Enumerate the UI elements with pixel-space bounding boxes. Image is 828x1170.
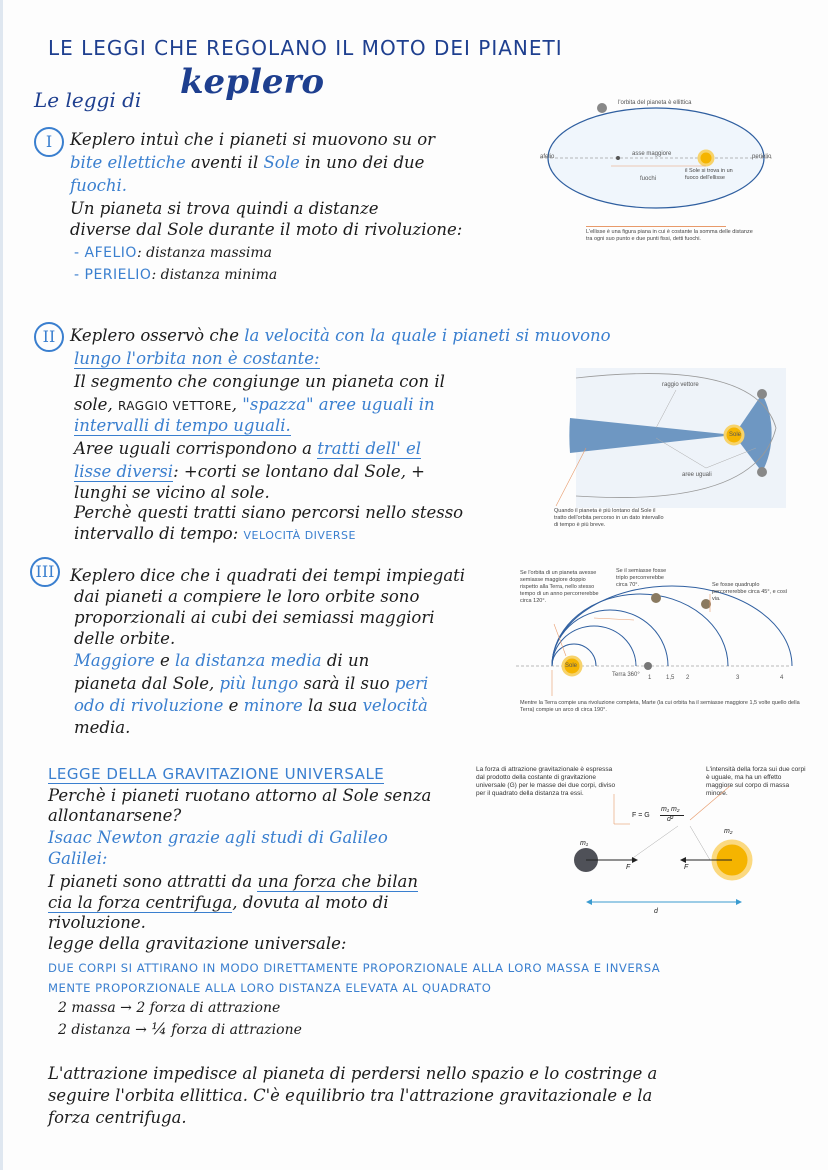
fig1-caption-rule: [586, 226, 726, 227]
gravitation-diagram: [560, 780, 800, 920]
law3-line3: proporzionali ai cubi dei semiassi maggiori: [74, 608, 435, 627]
law3-line1: Keplero dice che i quadrati dei tempi impiegati: [70, 566, 466, 585]
fig1-asse: asse maggiore: [632, 151, 672, 157]
fig4-formula: F = G: [632, 812, 650, 819]
fig4-numerator: m₁ m₂: [661, 806, 680, 813]
fig1-sole-note: il Sole si trova in un fuoco dell'ellisse: [685, 168, 733, 181]
semiaxis-diagram: [514, 590, 794, 700]
fig3-tick-4: 4: [780, 675, 784, 681]
force-arrow-2-head: [680, 857, 686, 863]
numeral-2: II: [34, 322, 64, 352]
law2-line6: Aree uguali corrispondono a tratti dell' el: [74, 439, 422, 458]
law1-line5: diverse dal Sole durante il moto di rivoluzione:: [70, 220, 463, 239]
fig1-orbit-label: l'orbita del pianeta è ellittica: [618, 100, 692, 106]
law2-line1: Keplero osservò che la velocità con la quale i pianeti si muovono: [70, 326, 611, 345]
gravity-line6: cia la forza centrifuga, dovuta al moto di: [48, 893, 389, 912]
fig3-planet-a: [651, 593, 661, 603]
law2-line10: intervallo di tempo: VELOCITÀ DIVERSE: [74, 524, 356, 543]
fig3-tick-1: 1: [648, 675, 652, 681]
fig2-sole: Sole: [729, 432, 742, 438]
subtitle-keplero: keplero: [180, 62, 325, 102]
law2-line4: sole, RAGGIO VETTORE, "spazza" aree uguali in: [74, 395, 435, 414]
numeral-1: I: [34, 127, 64, 157]
fig4-d: d: [654, 908, 658, 915]
numeral-3: III: [30, 557, 60, 587]
fig1-perielio: perielio: [752, 154, 772, 160]
fig4-m2: m₂: [724, 828, 733, 835]
fig3-leader-b: [594, 618, 634, 620]
focus-left: [616, 156, 620, 160]
gravity-line5: I pianeti sono attratti da una forza che bilan: [48, 872, 418, 891]
fig4-leader-m2: [690, 826, 710, 860]
force-arrow-1-head: [632, 857, 638, 863]
perielio-line: - PERIELIO: distanza minima: [74, 267, 278, 283]
sun: [699, 151, 713, 165]
distance-arrow-left: [586, 899, 592, 905]
gravity-example-1: 2 massa → 2 forza di attrazione: [58, 1000, 281, 1016]
gravity-title: LEGGE DELLA GRAVITAZIONE UNIVERSALE: [48, 765, 385, 783]
law3-line5: Maggiore e la distanza media di un: [74, 651, 370, 670]
equal-areas-diagram: [556, 368, 792, 508]
gravity-example-2: 2 distanza → ¼ forza di attrazione: [58, 1019, 302, 1038]
law3-line8: media.: [74, 718, 131, 737]
law2-line9: Perchè questi tratti siano percorsi nello stesso: [74, 503, 464, 522]
fig3-sole: Sole: [565, 663, 578, 669]
planet: [597, 103, 607, 113]
gravity-line4: Galilei:: [48, 849, 108, 868]
law3-line7: odo di rivoluzione e minore la sua velocità: [74, 696, 428, 715]
fig2-caption: Quando il pianeta è più lontano dal Sole il tratto dell'orbita percorso in un dato intervallo di tempo è più breve.: [554, 508, 664, 528]
fig4-caption-left: La forza di attrazione gravitazionale è espressa dal prodotto della costante di gravitazione universale (G) per le masse dei due corpi, diviso per il quadrato della distanza tra essi.: [476, 766, 616, 797]
law2-line8: lunghi se vicino al sole.: [74, 483, 270, 502]
fig3-tick-3: 3: [736, 675, 740, 681]
fig4-right-leader: [690, 786, 730, 820]
gravity-line7: rivoluzione.: [48, 913, 146, 932]
gravity-line1: Perchè i pianeti ruotano attorno al Sole senza: [48, 786, 432, 805]
fig4-caption-right: L'intensità della forza sui due corpi è uguale, ma ha un effetto maggiore sul corpo di massa minore.: [706, 766, 806, 797]
law2-line2: lungo l'orbita non è costante:: [74, 349, 320, 368]
law3-line2: dai pianeti a compiere le loro orbite sono: [74, 587, 420, 606]
fig3-tick-2: 2: [686, 675, 690, 681]
fig1-afelio: afelio: [540, 154, 555, 160]
fig4-denominator: d²: [667, 816, 674, 823]
fig2-planet-bottom: [757, 467, 767, 477]
gravity-line8: legge della gravitazione universale:: [48, 934, 347, 953]
fig3-caption-b: Se il semiasse fosse triplo percorrerebbe circa 70°.: [616, 568, 667, 588]
law1-line3: fuochi.: [70, 176, 128, 195]
fig4-f2: F: [684, 864, 689, 871]
conclusion-line2: seguire l'orbita ellittica. C'è equilibrio tra l'attrazione gravitazionale e la: [48, 1086, 653, 1105]
fig2-planet-top: [757, 389, 767, 399]
gravity-law-line2: MENTE PROPORZIONALE ALLA LORO DISTANZA ELEVATA AL QUADRATO: [48, 981, 492, 995]
fig3-tick-1-5: 1,5: [666, 675, 675, 681]
subtitle-prefix: Le leggi di: [34, 88, 142, 112]
fig2-raggio: raggio vettore: [662, 382, 699, 388]
gravity-line3: Isaac Newton grazie agli studi di Galileo: [48, 828, 388, 847]
conclusion-line1: L'attrazione impedisce al pianeta di perdersi nello spazio e lo costringe a: [48, 1064, 658, 1083]
fig3-terra: Terra 360°: [612, 672, 640, 678]
fig3-caption-c: Se fosse quadruplo percorrerebbe circa 45°, e così via.: [712, 582, 788, 602]
fig1-fuochi: fuochi: [640, 176, 657, 182]
law2-line5: intervalli di tempo uguali.: [74, 416, 291, 435]
fig4-m1: m₁: [580, 840, 589, 847]
afelio-line: - AFELIO: distanza massima: [74, 245, 272, 261]
fig3-caption-a: Se l'orbita di un pianeta avesse semiasse maggiore doppio rispetto alla Terra, nello stesso tempo di un anno percorrerebbe circa 120°.: [520, 570, 599, 604]
law3-line6: pianeta dal Sole, più lungo sarà il suo peri: [74, 674, 429, 693]
fig3-earth: [644, 662, 652, 670]
distance-arrow-right: [736, 899, 742, 905]
law1-line4: Un pianeta si trova quindi a distanze: [70, 199, 379, 218]
gravity-law-line1: DUE CORPI SI ATTIRANO IN MODO DIRETTAMENTE PROPORZIONALE ALLA LORO MASSA E INVERSA: [48, 961, 661, 975]
fig1-caption: L'ellisse è una figura piana in cui è costante la somma delle distanze tra ogni suo punto e due punti fissi, detti fuochi.: [586, 229, 753, 242]
gravity-line2: allontanarsene?: [48, 806, 182, 825]
fig4-f1: F: [626, 864, 631, 871]
law1-line2: bite ellettiche aventi il Sole in uno dei due: [70, 153, 425, 172]
fig3-planet-b: [701, 599, 711, 609]
law3-line4: delle orbite.: [74, 629, 176, 648]
law2-line7: lisse diversi: +corti se lontano dal Sole, +: [74, 462, 426, 481]
fig2-aree: aree uguali: [682, 472, 712, 478]
conclusion-line3: forza centrifuga.: [48, 1108, 187, 1127]
law1-line1: Keplero intuì che i pianeti si muovono su or: [70, 130, 436, 149]
page-title: LE LEGGI CHE REGOLANO IL MOTO DEI PIANETI: [48, 36, 563, 60]
fig4-leader-m1: [630, 826, 678, 860]
law2-line3: Il segmento che congiunge un pianeta con il: [74, 372, 445, 391]
fig3-bottom-caption: Mentre la Terra compie una rivoluzione completa, Marte (la cui orbita ha il semiasse maggiore 1,5 volte quello della Terra) compie un arco di circa 190°.: [520, 700, 800, 713]
